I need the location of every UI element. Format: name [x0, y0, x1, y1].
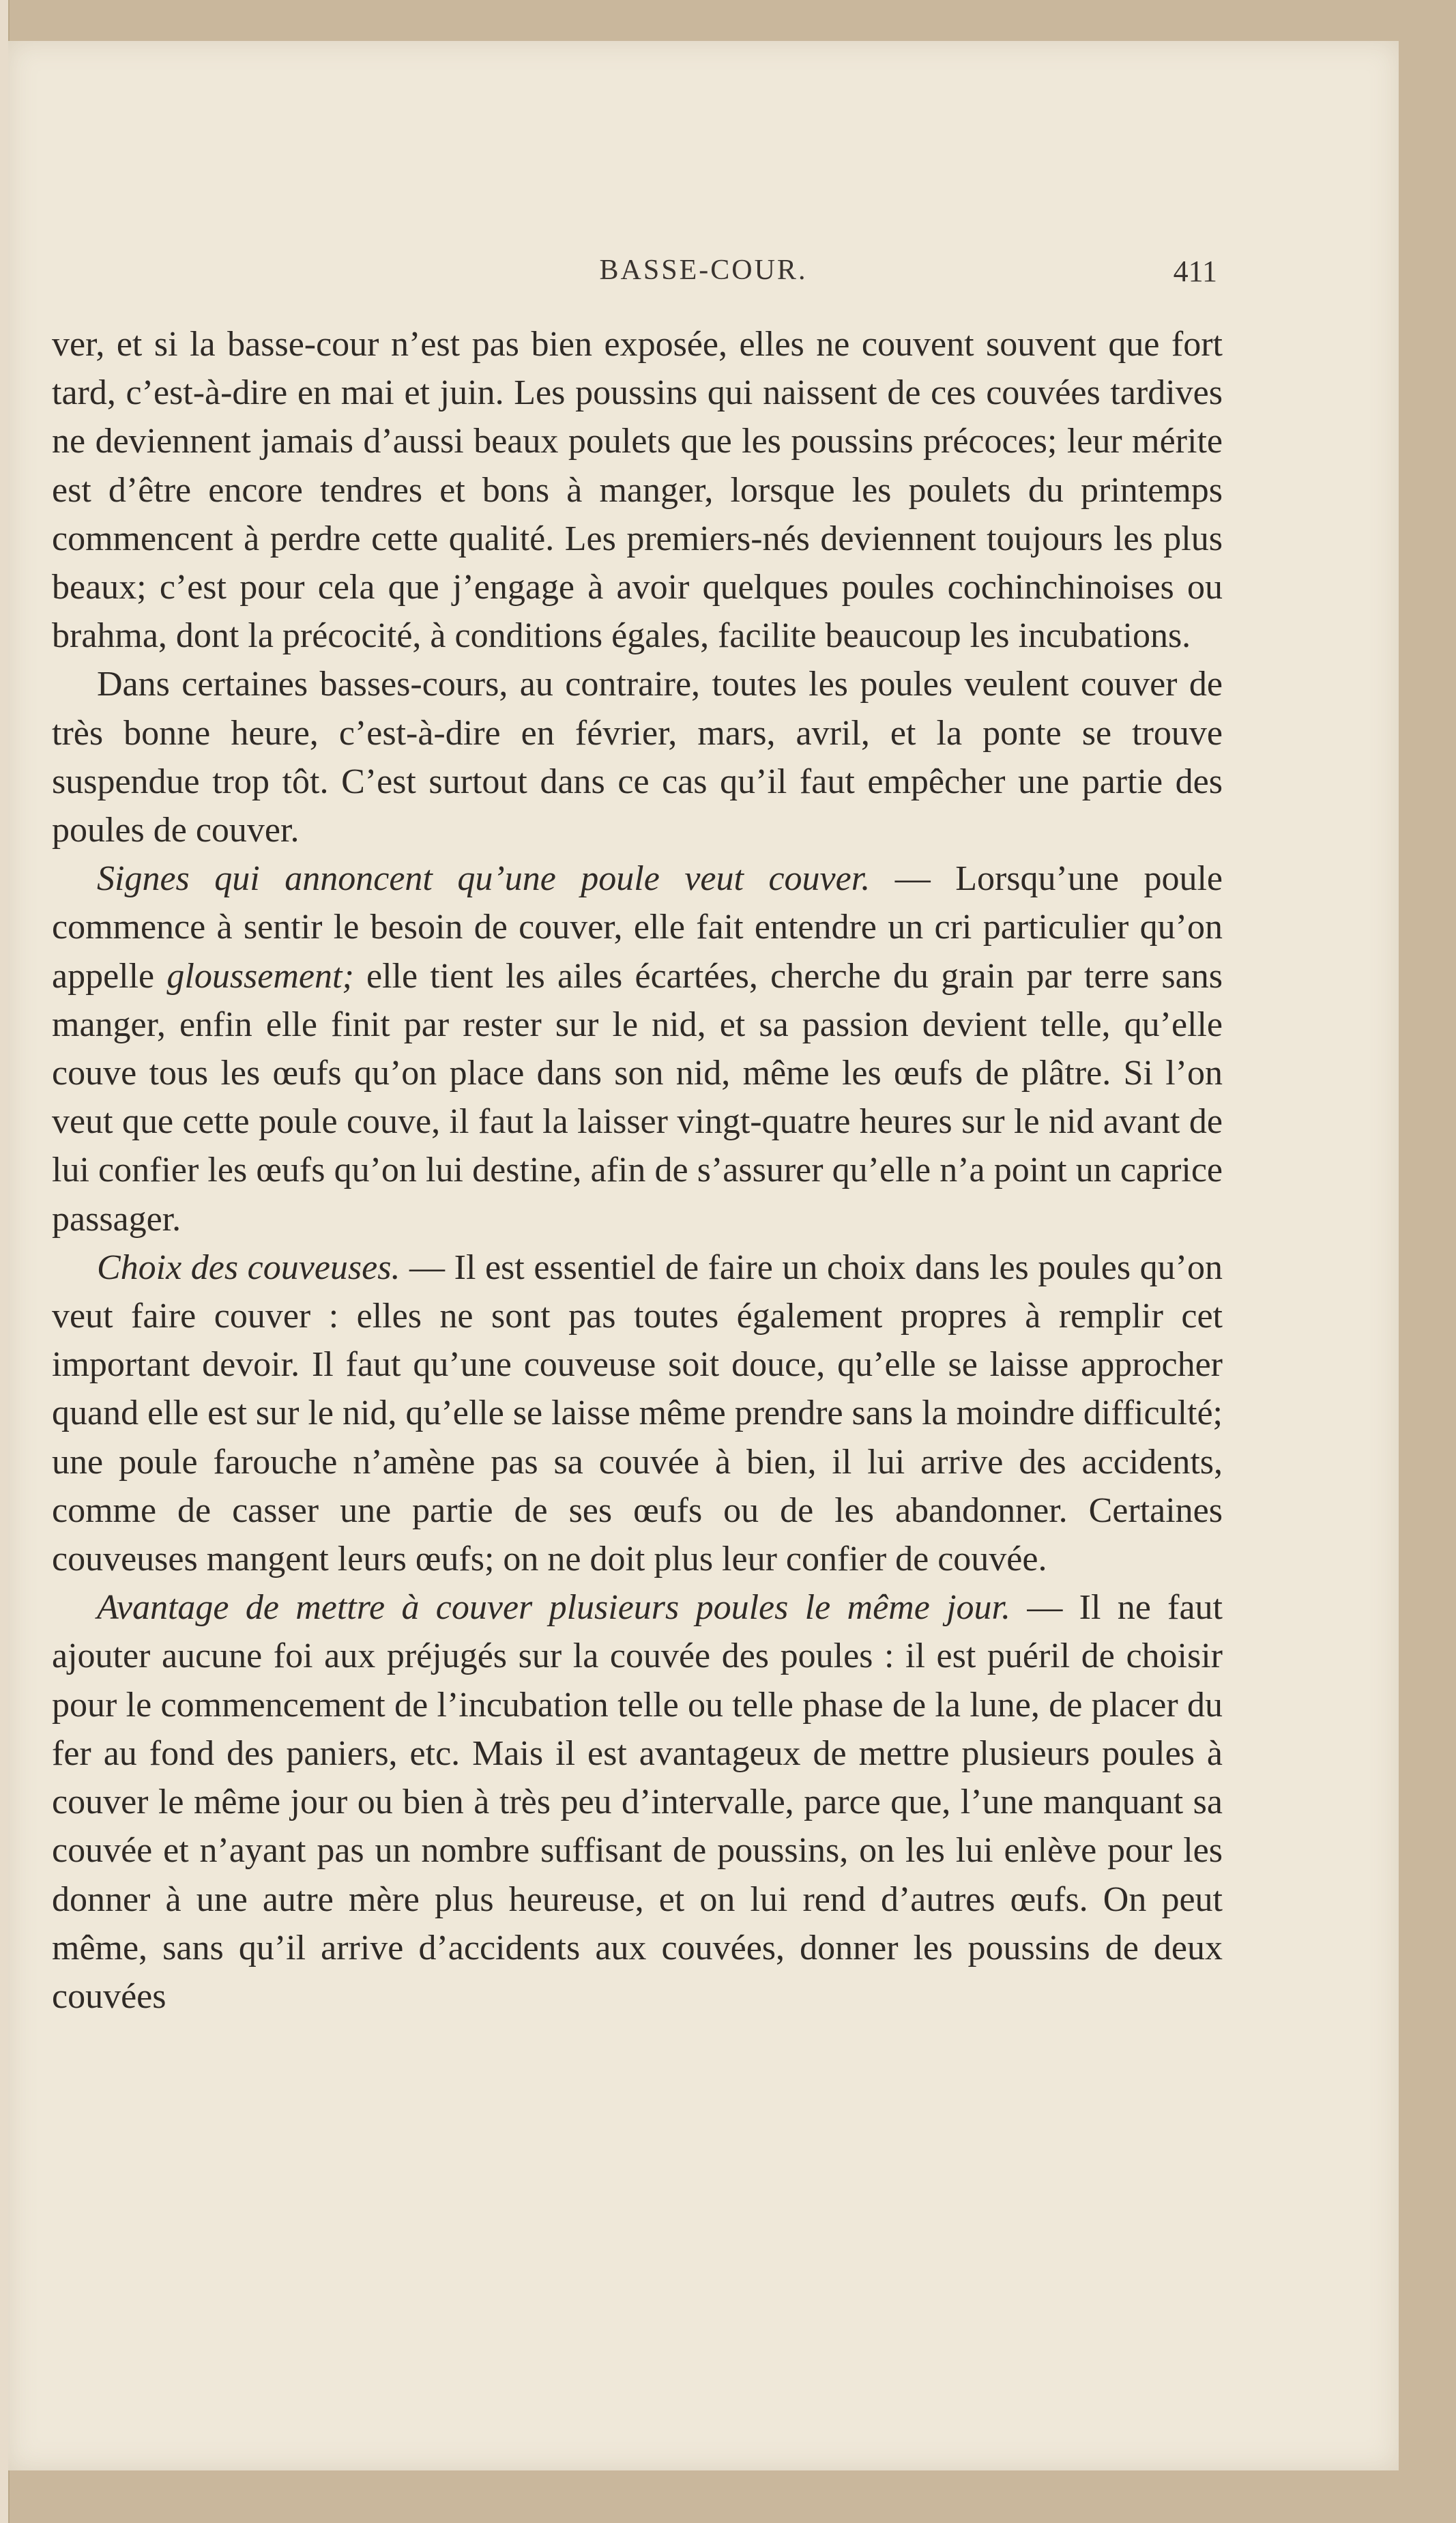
body-text	[52, 320, 1223, 2021]
paragraph-text: — Il est essentiel de faire un choix dans les poules qu’on veut faire couver : elles ne sont pas toutes également propres à remplir cet important devoir. Il faut qu’une couveuse soit douce, qu’elle se laisse approcher quand elle est sur le nid, qu’elle se laisse même prendre sans la moindre difficulté; une poule farouche n’amène pas sa couvée à bien, il lui arrive des accidents, comme de casser une partie de ses œufs ou de les abandonner. Certaines couveuses mangent leurs œufs; on ne doit plus leur confier de couvée.	[52, 1248, 1223, 1579]
paragraph-text: — Il ne faut ajouter aucune foi aux préjugés sur la couvée des poules : il est puéril de choisir pour le commencement de l’incubation telle ou telle phase de la lune, de placer du fer au fond des paniers, etc. Mais il est avantageux de mettre plusieurs poules à couver le même jour ou bien à très peu d’intervalle, parce que, l’une manquant sa couvée et n’ayant pas un nombre suffisant de poussins, on les lui enlève pour les donner à une autre mère plus heureuse, et on lui rend d’autres œufs. On peut même, sans qu’il arrive d’accidents aux couvées, donner les poussins de deux couvées	[52, 1588, 1223, 2016]
paragraph	[52, 854, 1223, 1243]
italic-term: gloussement;	[166, 956, 354, 996]
paragraph	[52, 1243, 1223, 1583]
running-head	[8, 254, 1399, 295]
paragraph-text: elle tient les ailes écartées, cherche du grain par terre sans manger, enfin elle finit par rester sur le nid, et sa passion devient telle, qu’elle couve tous les œufs qu’on place dans son nid, même les œufs de plâtre. Si l’on veut que cette poule couve, il faut la laisser vingt-quatre heures sur le nid avant de lui confier les œufs qu’on lui destine, afin de s’assurer qu’elle n’a point un caprice passager.	[52, 956, 1223, 1239]
paragraph-heading: Choix des couveuses.	[97, 1248, 401, 1287]
paragraph	[52, 320, 1223, 660]
book-page	[8, 41, 1399, 2470]
paragraph	[52, 1583, 1223, 2021]
paragraph-text: — Lorsqu’une poule commence à sentir le besoin de couver, elle fait entendre un cri particulier qu’on appelle	[52, 859, 1223, 996]
page-number: 411	[1173, 255, 1217, 288]
paragraph-heading: Signes qui annoncent qu’une poule veut couver.	[97, 859, 871, 899]
paragraph	[52, 660, 1223, 854]
paragraph-heading: Avantage de mettre à couver plusieurs poules le même jour.	[97, 1588, 1011, 1628]
paragraph-text: ver, et si la basse-cour n’est pas bien exposée, elles ne couvent souvent que fort tard, c’est-à-dire en mai et juin. Les poussins qui naissent de ces couvées tardives ne deviennent jamais d’aussi beaux poulets que les poussins précoces; leur mérite est d’être encore tendres et bons à manger, lorsque les poulets du printemps commencent à perdre cette qualité. Les premiers-nés deviennent toujours les plus beaux; c’est pour cela que j’engage à avoir quelques poules cochinchinoises ou brahma, dont la précocité, à conditions égales, facilite beaucoup les incubations.	[52, 325, 1223, 656]
running-title: BASSE-COUR.	[599, 255, 808, 286]
paragraph-text: Dans certaines basses-cours, au contraire, toutes les poules veulent couver de très bonne heure, c’est-à-dire en février, mars, avril, et la ponte se trouve suspendue trop tôt. C’est surtout dans ce cas qu’il faut empêcher une partie des poules de couver.	[52, 665, 1223, 850]
